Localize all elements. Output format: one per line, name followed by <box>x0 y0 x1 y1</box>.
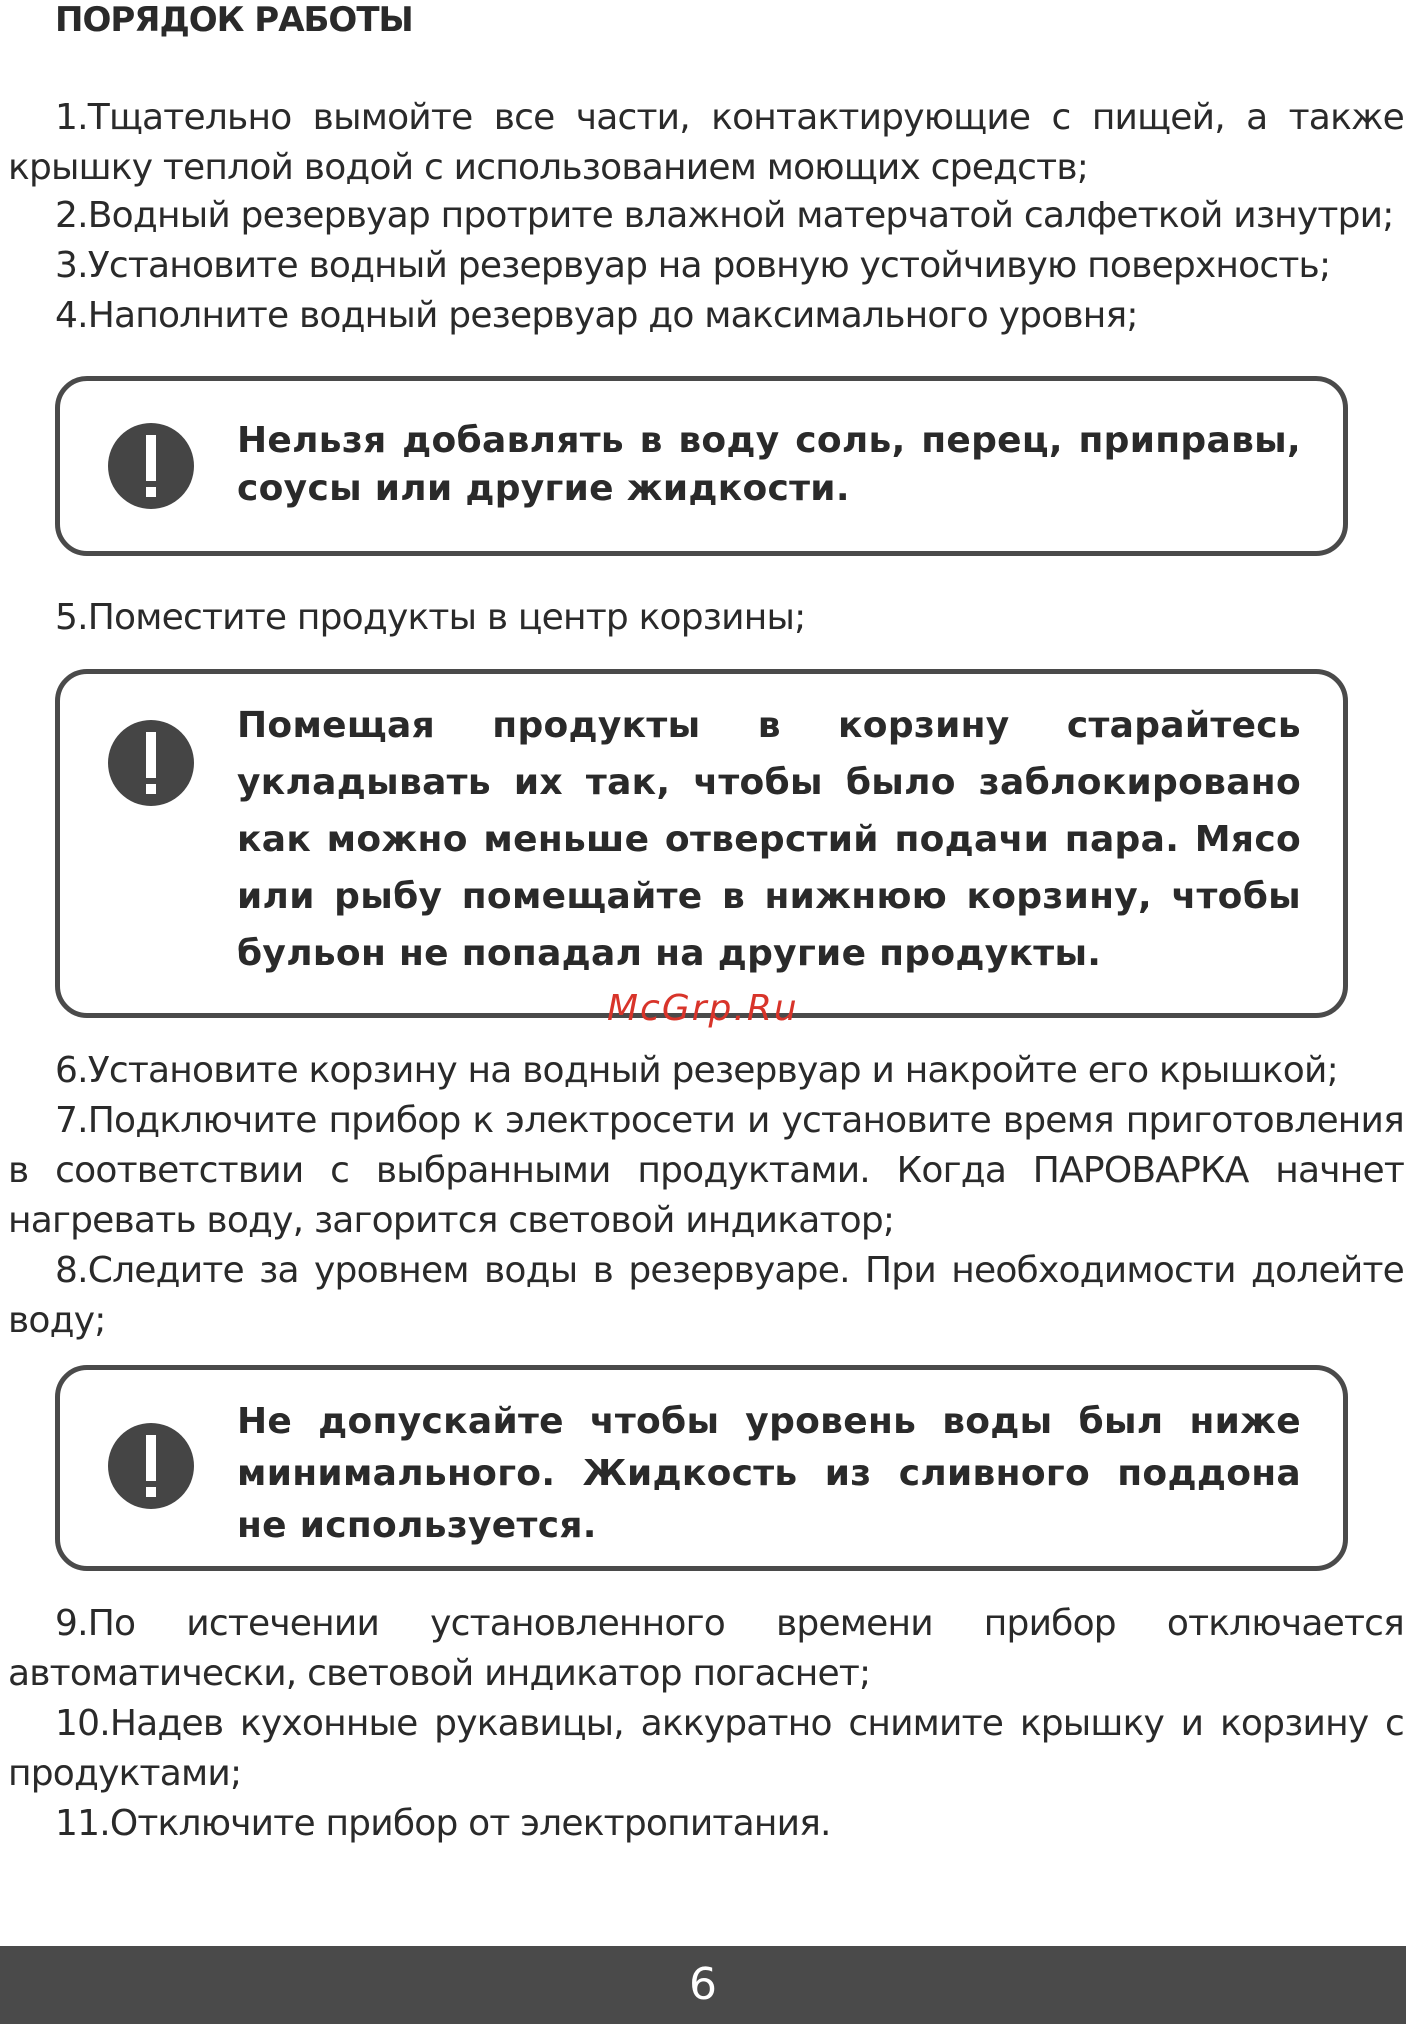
page-number: 6 <box>689 1959 717 2010</box>
step-4: 4.Наполните водный резервуар до максимального уровня; <box>55 295 1138 336</box>
step-2: 2.Водный резервуар протрите влажной матерчатой салфеткой изнутри; <box>55 195 1394 236</box>
exclamation-icon <box>108 423 194 509</box>
exclamation-icon <box>108 1423 194 1509</box>
step-7: 7.Подключите прибор к электросети и установите время приготовления в соответствии с выбранными продуктами. Когда ПАРОВАРКА начнет нагревать воду, загорится световой индикатор; <box>8 1100 1404 1241</box>
warning-text-1: Нельзя добавлять в воду соль, перец, приправы, соусы или другие жидкости. <box>237 420 1301 509</box>
warning-text-3: Не допускайте чтобы уровень воды был ниже минимального. Жидкость из сливного поддона не используется. <box>237 1401 1301 1546</box>
step-6: 6.Установите корзину на водный резервуар и накройте его крышкой; <box>55 1050 1338 1091</box>
step-1: 1.Тщательно вымойте все части, контактирующие с пищей, а также крышку теплой водой с использованием моющих средств; <box>8 97 1404 188</box>
step-10: 10.Надев кухонные рукавицы, аккуратно снимите крышку и корзину с продуктами; <box>8 1703 1404 1794</box>
section-title: ПОРЯДОК РАБОТЫ <box>55 0 413 40</box>
step-3: 3.Установите водный резервуар на ровную устойчивую поверхность; <box>55 245 1331 286</box>
warning-text-2: Помещая продукты в корзину старайтесь укладывать их так, чтобы было заблокировано как можно меньше отверстий подачи пара. Мясо или рыбу помещайте в нижнюю корзину, чтобы бульон не попадал на другие продукты. <box>237 705 1301 974</box>
step-8: 8.Следите за уровнем воды в резервуаре. При необходимости долейте воду; <box>8 1250 1404 1341</box>
page-number-bar <box>0 1946 1406 2024</box>
watermark: McGrp.Ru <box>607 988 799 1029</box>
warning-box-3 <box>55 1365 1348 1571</box>
warning-box-1 <box>55 376 1348 556</box>
step-5: 5.Поместите продукты в центр корзины; <box>55 597 806 638</box>
warning-box-2 <box>55 669 1348 1018</box>
step-9: 9.По истечении установленного времени прибор отключается автоматически, световой индикатор погаснет; <box>8 1603 1404 1694</box>
step-11: 11.Отключите прибор от электропитания. <box>55 1803 831 1844</box>
exclamation-icon <box>108 720 194 806</box>
